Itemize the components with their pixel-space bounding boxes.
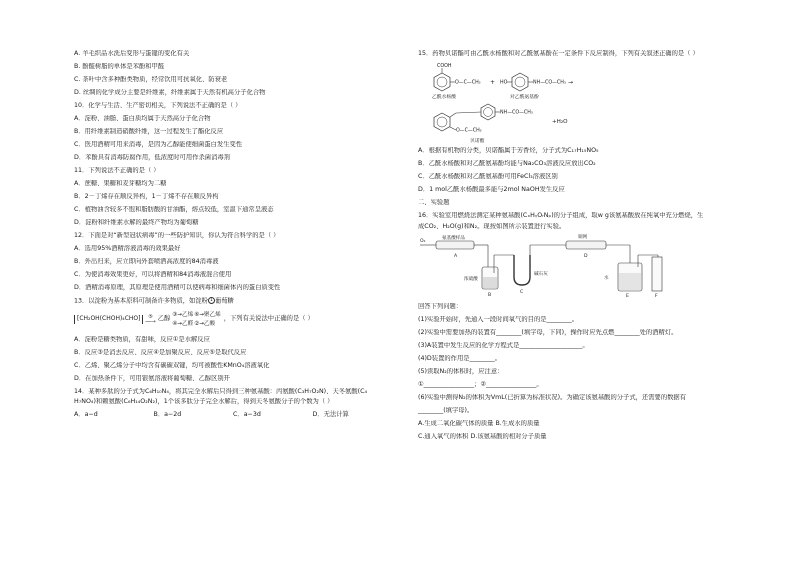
option-line: D. 丝绸的化学成分主要是纤维素，纤维素属于天然有机高分子化合物 (74, 88, 266, 96)
option-line: D．苯酚具有消毒防腐作用，低浓度时可用作杀菌消毒剂 (74, 153, 230, 161)
option-line: B．用纤维素制造硝酸纤维，这一过程发生了酯化反应 (74, 127, 224, 135)
apparatus-diagram (418, 233, 736, 299)
label-e: E (626, 294, 629, 300)
answer-line: ________(填字母)。 (418, 406, 474, 414)
question-10-stem: 10．化学与生活、生产密切相关，下列说法不正确的是（ ） (74, 101, 242, 109)
option-d: D．无法计算 (312, 411, 349, 419)
right-column (418, 50, 736, 446)
q14-options (74, 411, 392, 420)
benzene-ring (434, 113, 450, 131)
option-a: A．a−d (74, 411, 98, 419)
q13-circled-one: 1 (208, 297, 215, 304)
ester-label: O—C—CH₃ (455, 80, 481, 86)
left-column (74, 50, 392, 424)
option-line: C. 茶叶中含多种酚类物质，经常饮用可抗氧化、防衰老 (74, 75, 228, 83)
option-line: C．植物油含较多不饱和脂肪酸的甘油酯，熔点较低，室温下通常呈液态 (74, 205, 274, 213)
option-line: B．乙酰水杨酸和对乙酰氨基酚均能与Na₂CO₃溶液反应放出CO₂ (418, 159, 596, 167)
option-line: C．为使消毒效果更好，可以将酒精和84消毒液混合使用 (74, 270, 232, 278)
option-line: B．2－丁烯存在顺反异构，1－丁烯不存在顺反异构 (74, 192, 219, 200)
answer-line: ①________________；②________________。 (418, 381, 543, 388)
option-line: C．乙烯、聚乙烯分子中均含有碳碳双键，均可被酸性KMnO₄溶液氧化 (74, 361, 270, 369)
sample-label: 氨基酸样品 (442, 236, 465, 242)
benzene-circle (515, 77, 525, 87)
question-12-stem: 12．下面是对“新型冠状病毒”的一些防护知识，你认为符合科学的是（ ） (74, 231, 280, 239)
option-line: A. 羊毛织品水洗后变形与蛋键的变化有关 (74, 50, 190, 57)
amide-label: NH—CO—CH₃ (500, 110, 533, 116)
question-16-line1: 16．实验室用燃烧法测定某种氨基酸(CₓHᵧOᵣNₚ)的分子组成，取w g该氨基酸放在纯氧中充分燃烧，生 (418, 211, 704, 219)
option-line: D．淀粉和纤维素水解的最终产物均为葡萄糖 (74, 218, 199, 226)
bond (450, 113, 456, 117)
u-tube-c (514, 255, 530, 285)
arrow-5-label: ⑤ (148, 313, 153, 320)
branch-lower: ④→乙醛②→乙酸 (172, 320, 216, 327)
benzene-circle (437, 77, 447, 87)
question-16-line2: 成CO₂、H₂O(g)和N₂。现按如图所示装置进行实验。 (418, 222, 566, 230)
question-14-line1: 14．某种多肽的分子式为C₆H₁₀N₄，将其完全水解后只得到三种氨基酸：丙氨酸(C₃H₇O₂N)、天冬氨酸(C₄ (74, 387, 368, 395)
branch-num: ③ (172, 311, 178, 318)
option-line: A．淀粉是糖类物质，有甜味，反应①是水解反应 (74, 335, 210, 343)
question-15-stem: 15．药物贝诺酯可由乙酰水杨酸和对乙酰氨基酚在一定条件下反应制得，下列有关叙述正确的是（ ） (418, 50, 699, 57)
answer-line: (4)D装置的作用是________。 (418, 355, 502, 363)
label-b: B (488, 293, 492, 299)
glucose-formula: [CH₂OH(CHOH)₄CHO] (74, 315, 143, 324)
option-line: B．外出归来，应立即向外套喷洒高浓度的84消毒液 (74, 257, 219, 265)
branch-final: 聚乙烯 (203, 311, 221, 318)
option-line: A．选用95%酒精溶液消毒的效果最好 (74, 244, 181, 252)
answer-line: A.生成二氧化碳气体的质量 B.生成水的质量 (418, 419, 540, 427)
amide-label: NH—CO—CH₃ (533, 80, 566, 86)
option-line: B. 酚醛树脂的单体是苯酚和甲醛 (74, 62, 165, 70)
apparatus-svg (418, 233, 736, 299)
branch-group (172, 311, 220, 329)
answer-line: (3)A装置中发生反应的化学方程式是____________________。 (418, 342, 589, 350)
option-line: D．酒精消毒原理，其原理是使用酒精可以使病毒和细菌体内的蛋白质变性 (74, 283, 281, 291)
answer-line: (1)实验开始时，先通入一段时间氧气的目的是________。 (418, 316, 579, 324)
branch-upper: ③→乙烯⑥→聚乙烯 (172, 311, 221, 318)
benorilate-label: 贝诺酯 (470, 138, 485, 143)
combustion-tube-a (436, 241, 474, 249)
option-line: A．根据有机物的分类，贝诺酯属于芳香烃，分子式为C₁₇H₁₅NO₅ (418, 146, 599, 154)
cooh-label: COOH (437, 63, 452, 69)
branch-target: 乙烯 (181, 311, 194, 318)
benzene-ring (481, 104, 495, 120)
q13-stem-text-2: 葡萄糖 (214, 297, 234, 305)
branch-num: ④ (172, 320, 178, 327)
branch-target: 乙醛 (181, 320, 194, 327)
product-structure (418, 101, 736, 143)
water-label: +H₂O (552, 118, 568, 125)
label-a: A (454, 254, 458, 260)
q13-after-text: ，下列有关说法中正确的是（ ） (223, 315, 314, 323)
benzene-circle (484, 108, 493, 117)
o2-label: O₂ (420, 239, 426, 245)
bottle-liquid (483, 277, 497, 288)
answer-line: (5)读取N₂的体积时，应注意： (418, 368, 504, 376)
option-b: B．a−2d (153, 411, 182, 419)
reactants-svg (418, 63, 736, 99)
aspirin-label: 乙酰水杨酸 (432, 94, 456, 99)
ethanol-node: 乙醇 (157, 315, 171, 323)
question-13-stem (74, 297, 392, 306)
label-d: D (584, 254, 588, 260)
option-line: A．蔗糖、果糖和麦芽糖均为二糖 (74, 179, 167, 187)
branch-num-2: ② (194, 320, 200, 327)
question-14-line2: H₇NO₄)和赖氨酸(C₆H₁₄O₂N₂)，1个该多肽分子完全水解后，得到天冬氨酸分子的个数为（ ） (74, 398, 334, 406)
option-line: C．乙酰水杨酸和对乙酰氨基酚可用FeCl₃溶液区别 (418, 172, 558, 180)
option-line: C．医用酒精可用来消毒，是因为乙醇能使细菌蛋白发生变性 (74, 140, 243, 148)
reactant-structures (418, 63, 736, 99)
bond (456, 112, 481, 113)
benzene-ring (434, 73, 450, 91)
option-c: C．a−3d (233, 411, 261, 419)
answer-line: 回答下列问题： (418, 303, 463, 311)
label-f: F (655, 294, 658, 300)
ester-label: O—C—CH₃ (456, 128, 482, 134)
answer-line: (6)实验中测得N₂的体积为VmL(已折算为标准状况)。为确定该氨基酸的分子式，还需要的数据有 (418, 393, 687, 401)
arrow-line: ──→ (145, 318, 156, 325)
option-line: A．淀粉、油脂、蛋白质均属于天然高分子化合物 (74, 114, 211, 122)
branch-num-2: ⑥ (194, 311, 200, 318)
section-heading: 二、实验题 (418, 198, 450, 206)
conc-acid-label: 浓硫酸 (464, 277, 478, 283)
q13-stem-text: 13．以淀粉为基本原料可制备许多物质，如淀粉 (74, 297, 208, 305)
option-line: D．在加热条件下，可用银氨溶液将葡萄糖、乙醇区别开 (74, 374, 230, 382)
answer-line: (2)实验中需要加热的装置有________(填字母，下同)，操作时应先点燃________处的酒精灯。 (418, 329, 678, 337)
arrow-5 (145, 315, 155, 325)
reaction-arrow: → (568, 78, 574, 86)
option-line: B．反应③是消去反应、反应④是加聚反应、反应⑤是取代反应 (74, 348, 247, 356)
q13-reaction-scheme (74, 310, 392, 330)
water-label: 水 (604, 276, 609, 282)
product-svg (418, 101, 736, 143)
soda-lime-label: 碱石灰 (534, 272, 548, 278)
paracetamol-label: 对乙酰氨基酚 (510, 94, 539, 99)
question-11-stem: 11．下列说法不正确的是（ ） (74, 166, 160, 174)
answer-line: C.通入氧气的体积 D.该氨基酸的相对分子质量 (418, 432, 547, 440)
label-c: C (520, 290, 524, 296)
ho-label: HO (500, 80, 508, 86)
cu-label: 铜网 (578, 235, 588, 241)
plus-sign: + (490, 78, 496, 86)
branch-final: 乙酸 (203, 320, 216, 327)
benzene-circle (437, 117, 447, 127)
option-line: D．1 mol乙酰水杨酸最多能与2mol NaOH发生反应 (418, 185, 565, 193)
cylinder-f (652, 257, 662, 291)
copper-tube-d (566, 241, 606, 249)
bottle-water (619, 273, 641, 290)
benzene-ring (512, 73, 528, 91)
